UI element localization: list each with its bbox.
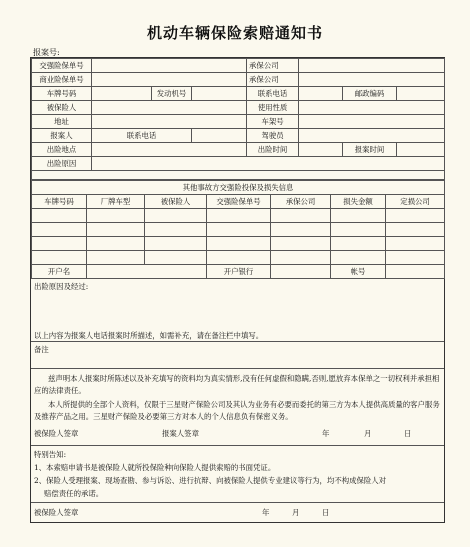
table-row — [32, 237, 445, 251]
year-label: 年 — [262, 508, 270, 517]
third-party-table — [31, 180, 445, 279]
table-cell[interactable] — [331, 223, 386, 237]
day-label: 日 — [322, 508, 330, 517]
table-cell[interactable] — [386, 237, 445, 251]
table-cell[interactable] — [87, 223, 145, 237]
table-row — [32, 157, 445, 171]
table-cell[interactable] — [32, 251, 87, 265]
label-account-no: 帐号 — [331, 265, 386, 279]
table-row — [32, 101, 445, 115]
bank-row — [32, 265, 445, 279]
table-cell[interactable] — [207, 223, 271, 237]
table-cell[interactable] — [207, 251, 271, 265]
field-usage[interactable] — [299, 101, 445, 115]
field-driver[interactable] — [299, 129, 445, 143]
table-cell[interactable] — [87, 237, 145, 251]
field-plate[interactable] — [92, 87, 152, 101]
label-address: 地址 — [32, 115, 92, 129]
field-carrier-1[interactable] — [299, 59, 445, 73]
signature-row-1 — [31, 425, 444, 445]
table-cell[interactable] — [87, 209, 145, 223]
table-cell[interactable] — [271, 209, 331, 223]
third-party-heading: 其他事故方交强险投保及损失信息 — [32, 181, 445, 195]
label-accident-place: 出险地点 — [32, 143, 92, 157]
label-frame: 车架号 — [247, 115, 299, 129]
field-engine[interactable] — [192, 87, 247, 101]
field-accident-time[interactable] — [299, 143, 343, 157]
label-postcode: 邮政编码 — [343, 87, 397, 101]
month-label: 月 — [292, 508, 300, 517]
table-cell[interactable] — [331, 209, 386, 223]
table-cell[interactable] — [145, 209, 207, 223]
table-cell[interactable] — [271, 223, 331, 237]
label-accident-cause: 出险原因 — [32, 157, 92, 171]
label-carrier-1: 承保公司 — [247, 59, 299, 73]
table-row — [32, 73, 445, 87]
table-cell[interactable] — [145, 251, 207, 265]
field-accident-place[interactable] — [92, 143, 247, 157]
table-cell[interactable] — [386, 251, 445, 265]
claim-form — [30, 57, 445, 523]
table-cell[interactable] — [145, 237, 207, 251]
field-reporter-phone[interactable] — [192, 129, 247, 143]
report-number-label: 报案号: — [33, 48, 60, 57]
basic-info-table — [31, 58, 445, 180]
table-cell[interactable] — [87, 251, 145, 265]
table-cell[interactable] — [386, 209, 445, 223]
field-sy-policy[interactable] — [92, 73, 247, 87]
table-row — [32, 181, 445, 195]
table-cell[interactable] — [331, 237, 386, 251]
table-header-row — [32, 195, 445, 209]
field-insured[interactable] — [92, 101, 247, 115]
label-contact-phone: 联系电话 — [247, 87, 299, 101]
table-cell[interactable] — [32, 237, 87, 251]
table-cell[interactable] — [386, 223, 445, 237]
privacy-text: 本人所提供的全部个人资料，仅限于三星财产保险公司及其认为业务有必要而委托的第三方为本人提供高质量的客户服务及推荐产品之用。三星财产保险及必要第三方对本人的个人信息负有保密义务。 — [34, 400, 440, 421]
field-carrier-2[interactable] — [299, 73, 445, 87]
field-postcode[interactable] — [397, 87, 445, 101]
field-contact-phone[interactable] — [299, 87, 343, 101]
label-engine: 发动机号 — [152, 87, 192, 101]
table-row — [32, 129, 445, 143]
label-account-holder: 开户名 — [32, 265, 87, 279]
insured-signature-label: 被保险人签章 — [34, 508, 79, 517]
notice-item: 2、保险人受理报案、现场查勘、参与诉讼、进行抗辩、向被保险人提供专业建议等行为，均不构成保险人对 — [34, 476, 387, 485]
label-usage: 使用性质 — [247, 101, 299, 115]
field-account-no[interactable] — [386, 265, 445, 279]
table-row — [32, 87, 445, 101]
special-notice — [31, 445, 444, 502]
table-row — [32, 171, 445, 180]
column-header: 承保公司 — [271, 195, 331, 209]
notice-item: 赔偿责任的承诺。 — [44, 489, 104, 498]
table-cell[interactable] — [32, 209, 87, 223]
column-header: 定损公司 — [386, 195, 445, 209]
table-cell[interactable] — [145, 223, 207, 237]
label-reporter: 报案人 — [32, 129, 92, 143]
table-cell[interactable] — [207, 237, 271, 251]
column-header: 厂牌车型 — [87, 195, 145, 209]
process-label: 出险原因及经过: — [34, 282, 89, 291]
month-label: 月 — [364, 429, 372, 438]
label-jq-policy: 交强险保单号 — [32, 59, 92, 73]
field-bank[interactable] — [271, 265, 331, 279]
spacer-row — [32, 171, 445, 180]
label-reporter-phone: 联系电话 — [92, 129, 192, 143]
page-title: 机动车辆保险索赔通知书 — [146, 24, 323, 42]
remarks-label: 备注 — [34, 345, 49, 354]
signature-row-2 — [31, 502, 444, 522]
field-report-time[interactable] — [397, 143, 445, 157]
label-insured: 被保险人 — [32, 101, 92, 115]
label-report-time: 报案时间 — [343, 143, 397, 157]
remarks-section[interactable] — [31, 341, 444, 368]
table-row — [32, 223, 445, 237]
field-address[interactable] — [92, 115, 247, 129]
column-header: 交强险保单号 — [207, 195, 271, 209]
label-accident-time: 出险时间 — [247, 143, 299, 157]
table-row — [32, 115, 445, 129]
table-row — [32, 209, 445, 223]
label-plate: 车牌号码 — [32, 87, 92, 101]
table-cell[interactable] — [271, 251, 331, 265]
table-row — [32, 143, 445, 157]
field-jq-policy[interactable] — [92, 59, 247, 73]
declaration-text: 兹声明本人报案时所陈述以及补充填写的资料均为真实情形,没有任何虚假和隐瞒,否则,愿放弃本保单之一切权利并承担相应的法律责任。 — [31, 368, 444, 399]
table-cell[interactable] — [331, 251, 386, 265]
field-frame[interactable] — [299, 115, 445, 129]
column-header: 车牌号码 — [32, 195, 87, 209]
process-section — [31, 279, 444, 341]
label-driver: 驾驶员 — [247, 129, 299, 143]
process-note: 以上内容为报案人电话报案时所描述，如需补充，请在备注栏中填写。 — [34, 331, 264, 340]
column-header: 被保险人 — [145, 195, 207, 209]
column-header: 损失金额 — [331, 195, 386, 209]
field-account-holder[interactable] — [87, 265, 207, 279]
table-cell[interactable] — [32, 223, 87, 237]
label-sy-policy: 商业险保单号 — [32, 73, 92, 87]
label-carrier-2: 承保公司 — [247, 73, 299, 87]
table-cell[interactable] — [271, 237, 331, 251]
table-cell[interactable] — [207, 209, 271, 223]
table-row — [32, 59, 445, 73]
year-label: 年 — [322, 429, 330, 438]
notice-item: 1、本索赔申请书是被保险人就所投保险种向保险人提供索赔的书面凭证。 — [34, 463, 276, 472]
table-row — [32, 251, 445, 265]
insured-signature-label: 被保险人签章 — [34, 429, 79, 438]
label-bank: 开户银行 — [207, 265, 271, 279]
day-label: 日 — [404, 429, 412, 438]
notice-label: 特别告知: — [34, 450, 67, 459]
reporter-signature-label: 报案人签章 — [162, 429, 199, 438]
field-accident-cause[interactable] — [92, 157, 445, 171]
